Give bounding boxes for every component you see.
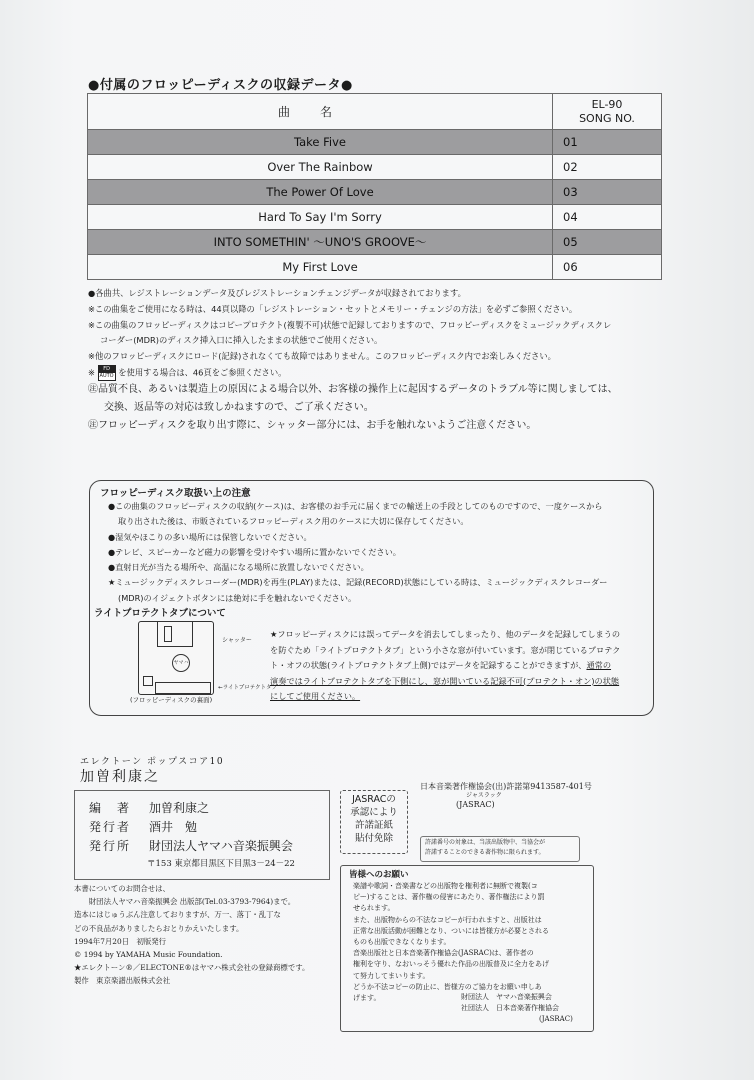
note-fd-auto <box>88 365 668 381</box>
song-number: 02 <box>553 155 662 180</box>
table-row <box>88 155 662 180</box>
stamp-line: 許諾証紙 <box>354 820 393 831</box>
signature-line: (JASRAC) <box>539 1015 573 1024</box>
handling-item: ●湿気やほこりの多い場所には保管しないでください。 <box>108 531 312 542</box>
floppy-disk-illustration <box>138 621 214 695</box>
note-registration: ●各曲共、レジストレーションデータ及びレジストレーションチェンジデータが収録されております。 <box>88 288 466 298</box>
copyright: © 1994 by YAMAHA Music Foundation. <box>74 950 223 960</box>
colophon-row <box>89 799 209 816</box>
song-number: 06 <box>553 255 662 280</box>
song-title: INTO SOMETHIN' ～UNO'S GROOVE～ <box>88 230 553 255</box>
colophon-value: 加曽利康之 <box>149 801 210 815</box>
auto-icon-label: AUTO <box>99 372 114 379</box>
column-header-model: EL-90 <box>591 97 623 111</box>
note-copy-protect: ※この曲集のフロッピーディスクはコピープロテクト(複製不可)状態で記録しておりますので、フロッピーディスクをミュージックディスクレ <box>88 319 612 330</box>
stamp-line: JASRACの <box>352 794 396 805</box>
table-row <box>88 230 662 255</box>
colophon-box <box>74 790 330 880</box>
table-header-row <box>88 94 662 130</box>
pub-line: 財団法人ヤマハ音楽振興会 出版部(Tel.03-3793-7964)まで。 <box>74 897 296 907</box>
stamp-line: 承認により <box>350 807 398 818</box>
column-header-song-name: 曲名 <box>88 94 553 130</box>
wp-line-underlined: 通常の <box>586 660 612 670</box>
wp-line: ★フロッピーディスクには誤ってデータを消去してしまったり、他のデータを記録してしまうの <box>270 629 621 639</box>
shutter-caption: シャッター <box>222 637 252 644</box>
license-notice <box>420 836 580 862</box>
note-copy-protect-cont: コーダー(MDR)のディスク挿入口に挿入したままの状態でご使用ください。 <box>100 335 383 346</box>
notice-line: 許諾番号の対象は、当該出版物中、当協会が <box>425 839 546 846</box>
license-number: 日本音楽著作権協会(出)許諾第9413587-401号 <box>420 782 592 791</box>
plea-line: せられます。 <box>353 904 395 913</box>
label-area-shape <box>155 682 211 694</box>
note-load: ※他のフロッピーディスクにロード(記録)されなくても故障ではありません。このフロッピーディスク内でお楽しみください。 <box>88 351 556 362</box>
plea-line: 権利を守り、なおいっそう優れた作品の出版普及に全力をあげ <box>353 960 549 969</box>
note-quality: ㊟品質不良、あるいは製造上の原因による場合以外、お客様の操作上に起因するデータのトラブル等に関しましては、 <box>88 384 618 396</box>
plea-line: ものも出版できなくなります。 <box>353 938 451 947</box>
signature-line: 社団法人 日本音楽著作権協会 <box>461 1004 559 1013</box>
song-number: 03 <box>553 180 662 205</box>
note-fd-auto-prefix: ※ <box>88 367 95 378</box>
jasrac-license <box>420 781 592 811</box>
colophon-label: 編 著 <box>89 801 132 815</box>
plea-line: ピー)することは、著作権の侵害にあたり、著作権法により罰 <box>353 893 545 902</box>
handling-list <box>108 499 648 606</box>
wp-line <box>270 658 648 674</box>
plea-line: どうか不法コピーの防止に、皆様方のご協力をお願い申しあ <box>353 982 542 991</box>
publisher-address: 〒153 東京都目黒区下目黒3－24－22 <box>147 859 295 869</box>
pub-line: 造本にはじゅうぶん注意しておりますが、万一、落丁・乱丁な <box>74 910 281 920</box>
plea-line: 正常な出版活動が困難となり、ついには皆様方が必要とされる <box>353 926 549 935</box>
hub-logo: ヤマハ <box>172 654 190 672</box>
table-row <box>88 180 662 205</box>
handling-item: ●テレビ、スピーカーなど磁力の影響を受けやすい場所に置かないでください。 <box>108 546 401 557</box>
license-ruby: ジャスラック <box>466 792 502 799</box>
song-title: Take Five <box>88 130 553 155</box>
plea-title: 皆様へのお願い <box>349 870 409 880</box>
wp-line-underlined: にしてご使用ください。 <box>270 691 361 701</box>
colophon-label: 発行者 <box>89 820 132 834</box>
plea-line: げます。 <box>353 994 381 1003</box>
column-header-song-no <box>553 94 662 130</box>
song-title: Hard To Say I'm Sorry <box>88 205 553 230</box>
song-number: 05 <box>553 230 662 255</box>
back-side-caption: (フロッピーディスクの裏面) <box>130 696 213 704</box>
publication-info <box>74 882 344 988</box>
production: 製作 東京楽譜出版株式会社 <box>74 976 171 986</box>
note-fd-auto-text: を使用する場合は、46頁をご参照ください。 <box>118 367 287 378</box>
song-title: The Power Of Love <box>88 180 553 205</box>
signature-line: 財団法人 ヤマハ音楽振興会 <box>461 993 552 1001</box>
pub-line: 本書についてのお問合せは、 <box>74 884 170 893</box>
write-protect-text <box>270 627 648 705</box>
handling-item: ●この曲集のフロッピーディスクの収納(ケース)は、お客様のお手元に届くまでの輸送上の手段としてのものですので、一度ケースから <box>108 501 603 511</box>
handling-item: ●直射日光が当たる場所や、高温になる場所に放置しないでください。 <box>108 562 369 573</box>
colophon-label: 発行所 <box>89 839 132 853</box>
pub-line: どの不良品がありましたらおとりかえいたします。 <box>74 923 244 933</box>
handling-item-cont: (MDR)のイジェクトボタンには絶対に手を触れないでください。 <box>118 592 357 603</box>
write-protect-title: ライトプロテクトタブについて <box>94 608 226 619</box>
song-title: My First Love <box>88 255 553 280</box>
author-name: 加曽利康之 <box>80 769 160 785</box>
write-protect-tab-shape <box>143 676 153 686</box>
handling-box <box>89 480 654 716</box>
song-title: Over The Rainbow <box>88 155 553 180</box>
fd-auto-icon <box>98 365 116 381</box>
plea-body <box>353 881 589 1004</box>
song-table <box>87 93 662 280</box>
shutter-shape <box>157 621 193 647</box>
wp-line-part: ト・オフの状態(ライトプロテクトタブ上側)ではデータを記録することができますが、 <box>270 660 587 670</box>
colophon-row <box>89 818 197 835</box>
plea-line: また、出版物からの不法なコピーが行われますと、出版社は <box>353 915 542 924</box>
handling-item: ★ミュージックディスクレコーダー(MDR)を再生(PLAY)または、記録(RECORD)状態にしている時は、ミュージックディスクレコーダー <box>108 577 608 588</box>
column-header-songno: SONG NO. <box>579 111 635 125</box>
song-number: 04 <box>553 205 662 230</box>
license-org: (JASRAC) <box>456 800 495 809</box>
wp-line-underlined: 演奏ではライトプロテクトタブを下側にし、窓が開いている記録不可(プロテクト・オン)の状態 <box>270 675 620 686</box>
note-quality-cont: 交換、返品等の対応は致しかねますので、ご了承ください。 <box>104 402 374 414</box>
notes-section <box>88 286 668 435</box>
section-title: ●付属のフロッピーディスクの収録データ● <box>88 78 353 93</box>
handling-item-cont: 取り出された後は、市販されているフロッピーディスク用のケースに大切に保存してください。 <box>118 516 469 527</box>
notice-line: 許諾することのできる著作物に限られます。 <box>425 849 545 856</box>
series-title: エレクトーン ポップスコア10 <box>80 757 225 767</box>
handling-title: フロッピーディスク取扱い上の注意 <box>100 488 251 499</box>
trademark: ★エレクトーン®／ELECTONE®はヤマハ株式会社の登録商標です。 <box>74 963 310 973</box>
wp-line: を防ぐため「ライトプロテクトタブ」という小さな窓が付いています。窓が閉じているプロテク <box>270 644 621 655</box>
plea-box <box>340 865 594 1032</box>
colophon-value: 財団法人ヤマハ音楽振興会 <box>149 839 293 853</box>
plea-line: 楽譜や歌詞・音楽書などの出版物を権利者に無断で複製(コ <box>353 882 538 890</box>
stamp-line: 貼付免除 <box>354 833 393 844</box>
plea-signature <box>461 992 573 1026</box>
song-number: 01 <box>553 130 662 155</box>
note-registration-ref: ※この曲集をご使用になる時は、44頁以降の「レジストレーション・セットとメモリー・チェンジの方法」を必ずご参照ください。 <box>88 303 578 314</box>
pub-date: 1994年7月20日 初版発行 <box>74 936 167 946</box>
colophon-row <box>89 837 293 854</box>
tab-caption: ←ライトプロテクトタブ <box>218 685 278 691</box>
table-row <box>88 130 662 155</box>
table-row <box>88 255 662 280</box>
table-row <box>88 205 662 230</box>
jasrac-stamp <box>340 790 408 854</box>
plea-line: て努力してまいります。 <box>353 971 430 980</box>
note-shutter: ㊟フロッピーディスクを取り出す際に、シャッター部分には、お手を触れないようご注意ください。 <box>88 420 537 432</box>
plea-line: 音楽出版社と日本音楽著作権協会(JASRAC)は、著作者の <box>353 949 534 958</box>
fd-icon-label: FD <box>99 366 115 373</box>
colophon-value: 酒井 勉 <box>149 820 198 834</box>
